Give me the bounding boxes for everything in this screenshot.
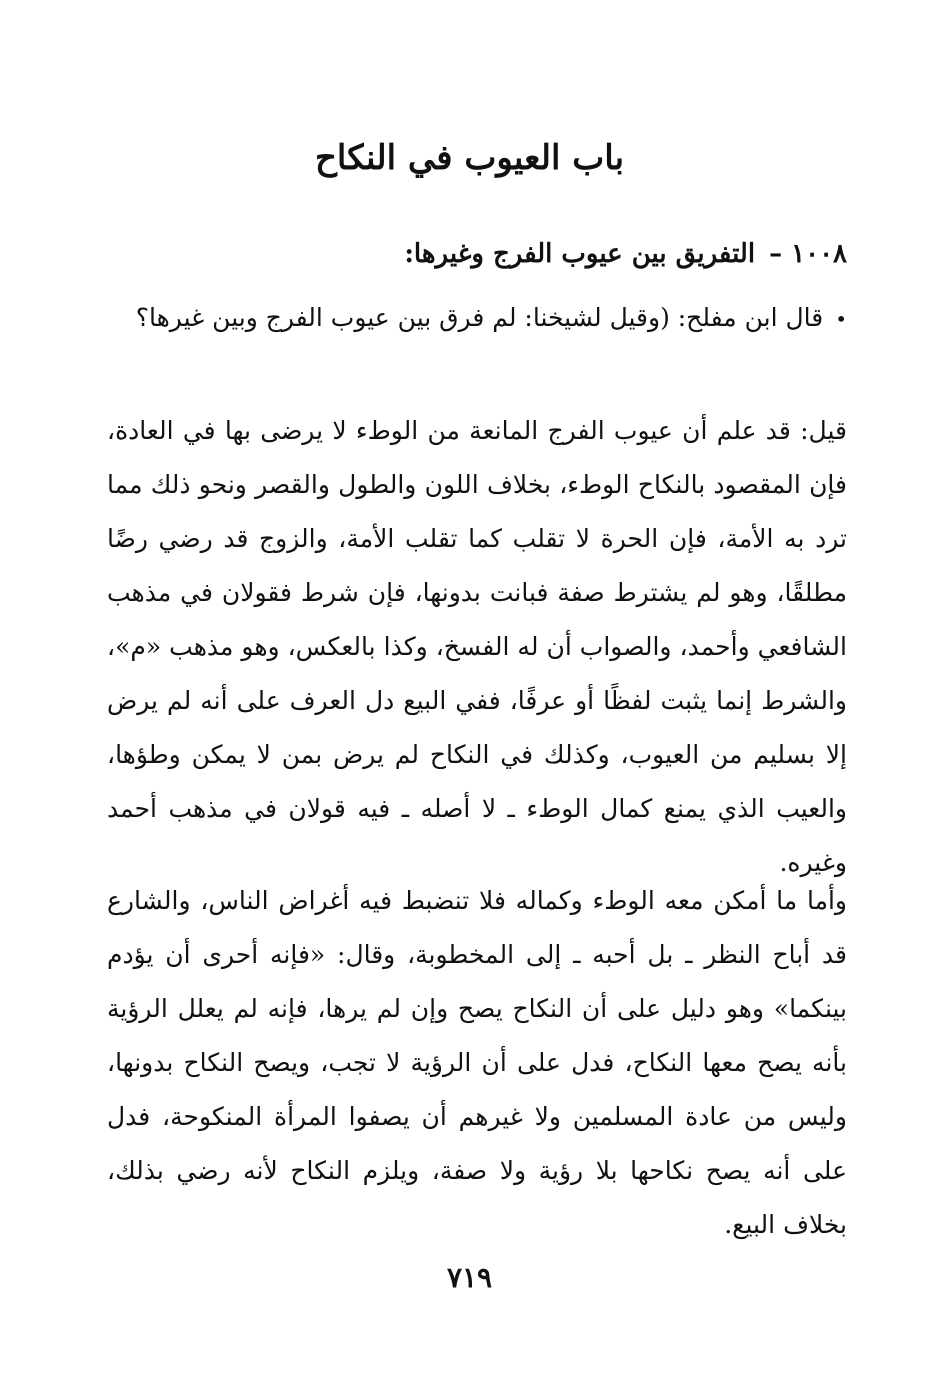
section-title: التفريق بين عيوب الفرج وغيرها: [404,239,756,269]
body-paragraph-1: قيل: قد علم أن عيوب الفرج المانعة من الوطء لا يرضى بها في العادة، فإن المقصود بالنكاح الوطء، بخلاف اللون والطول والقصر ونحو ذلك مما ترد به الأمة، فإن الحرة لا تقلب كما تقلب الأمة، والزوج قد رضي رضًا مطلقًا، وهو لم يشترط صفة فبانت بدونها، فإن شرط فقولان في مذهب الشافعي وأحمد، والصواب أن له الفسخ، وكذا بالعكس، وهو مذهب «م»، والشرط إنما يثبت لفظًا أو عرفًا، ففي البيع دل العرف على أنه لم يرض إلا بسليم من العيوب، وكذلك في النكاح لم يرض بمن لا يمكن وطؤها، والعيب الذي يمنع كمال الوطء ـ لا أصله ـ فيه قولان في مذهب أحمد وغيره. [107,416,847,877]
chapter-title: باب العيوب في النكاح [314,138,625,178]
body-paragraph-2: وأما ما أمكن معه الوطء وكماله فلا تنضبط فيه أغراض الناس، والشارع قد أباح النظر ـ بل أحبه ـ إلى المخطوبة، وقال: «فإنه أحرى أن يؤدم بينكما» وهو دليل على أن النكاح يصح وإن لم يرها، فإنه لم يعلل الرؤية بأنه يصح معها النكاح، فدل على أن الرؤية لا تجب، ويصح النكاح بدونها، وليس من عادة المسلمين ولا غيرهم أن يصفوا المرأة المنكوحة، فدل على أنه يصح نكاحها بلا رؤية ولا صفة، ويلزم النكاح لأنه رضي بذلك، بخلاف البيع. [107,886,847,1239]
question-text: قال ابن مفلح: (وقيل لشيخنا: لم فرق بين عيوب الفرج وبين غيرها؟ [135,303,824,332]
page-number: ٧١٩ [446,1261,493,1294]
section-number: ١٠٠٨ – [769,239,847,269]
section-heading [87,230,847,278]
question-paragraph [107,290,847,347]
bullet-icon: • [835,307,847,331]
